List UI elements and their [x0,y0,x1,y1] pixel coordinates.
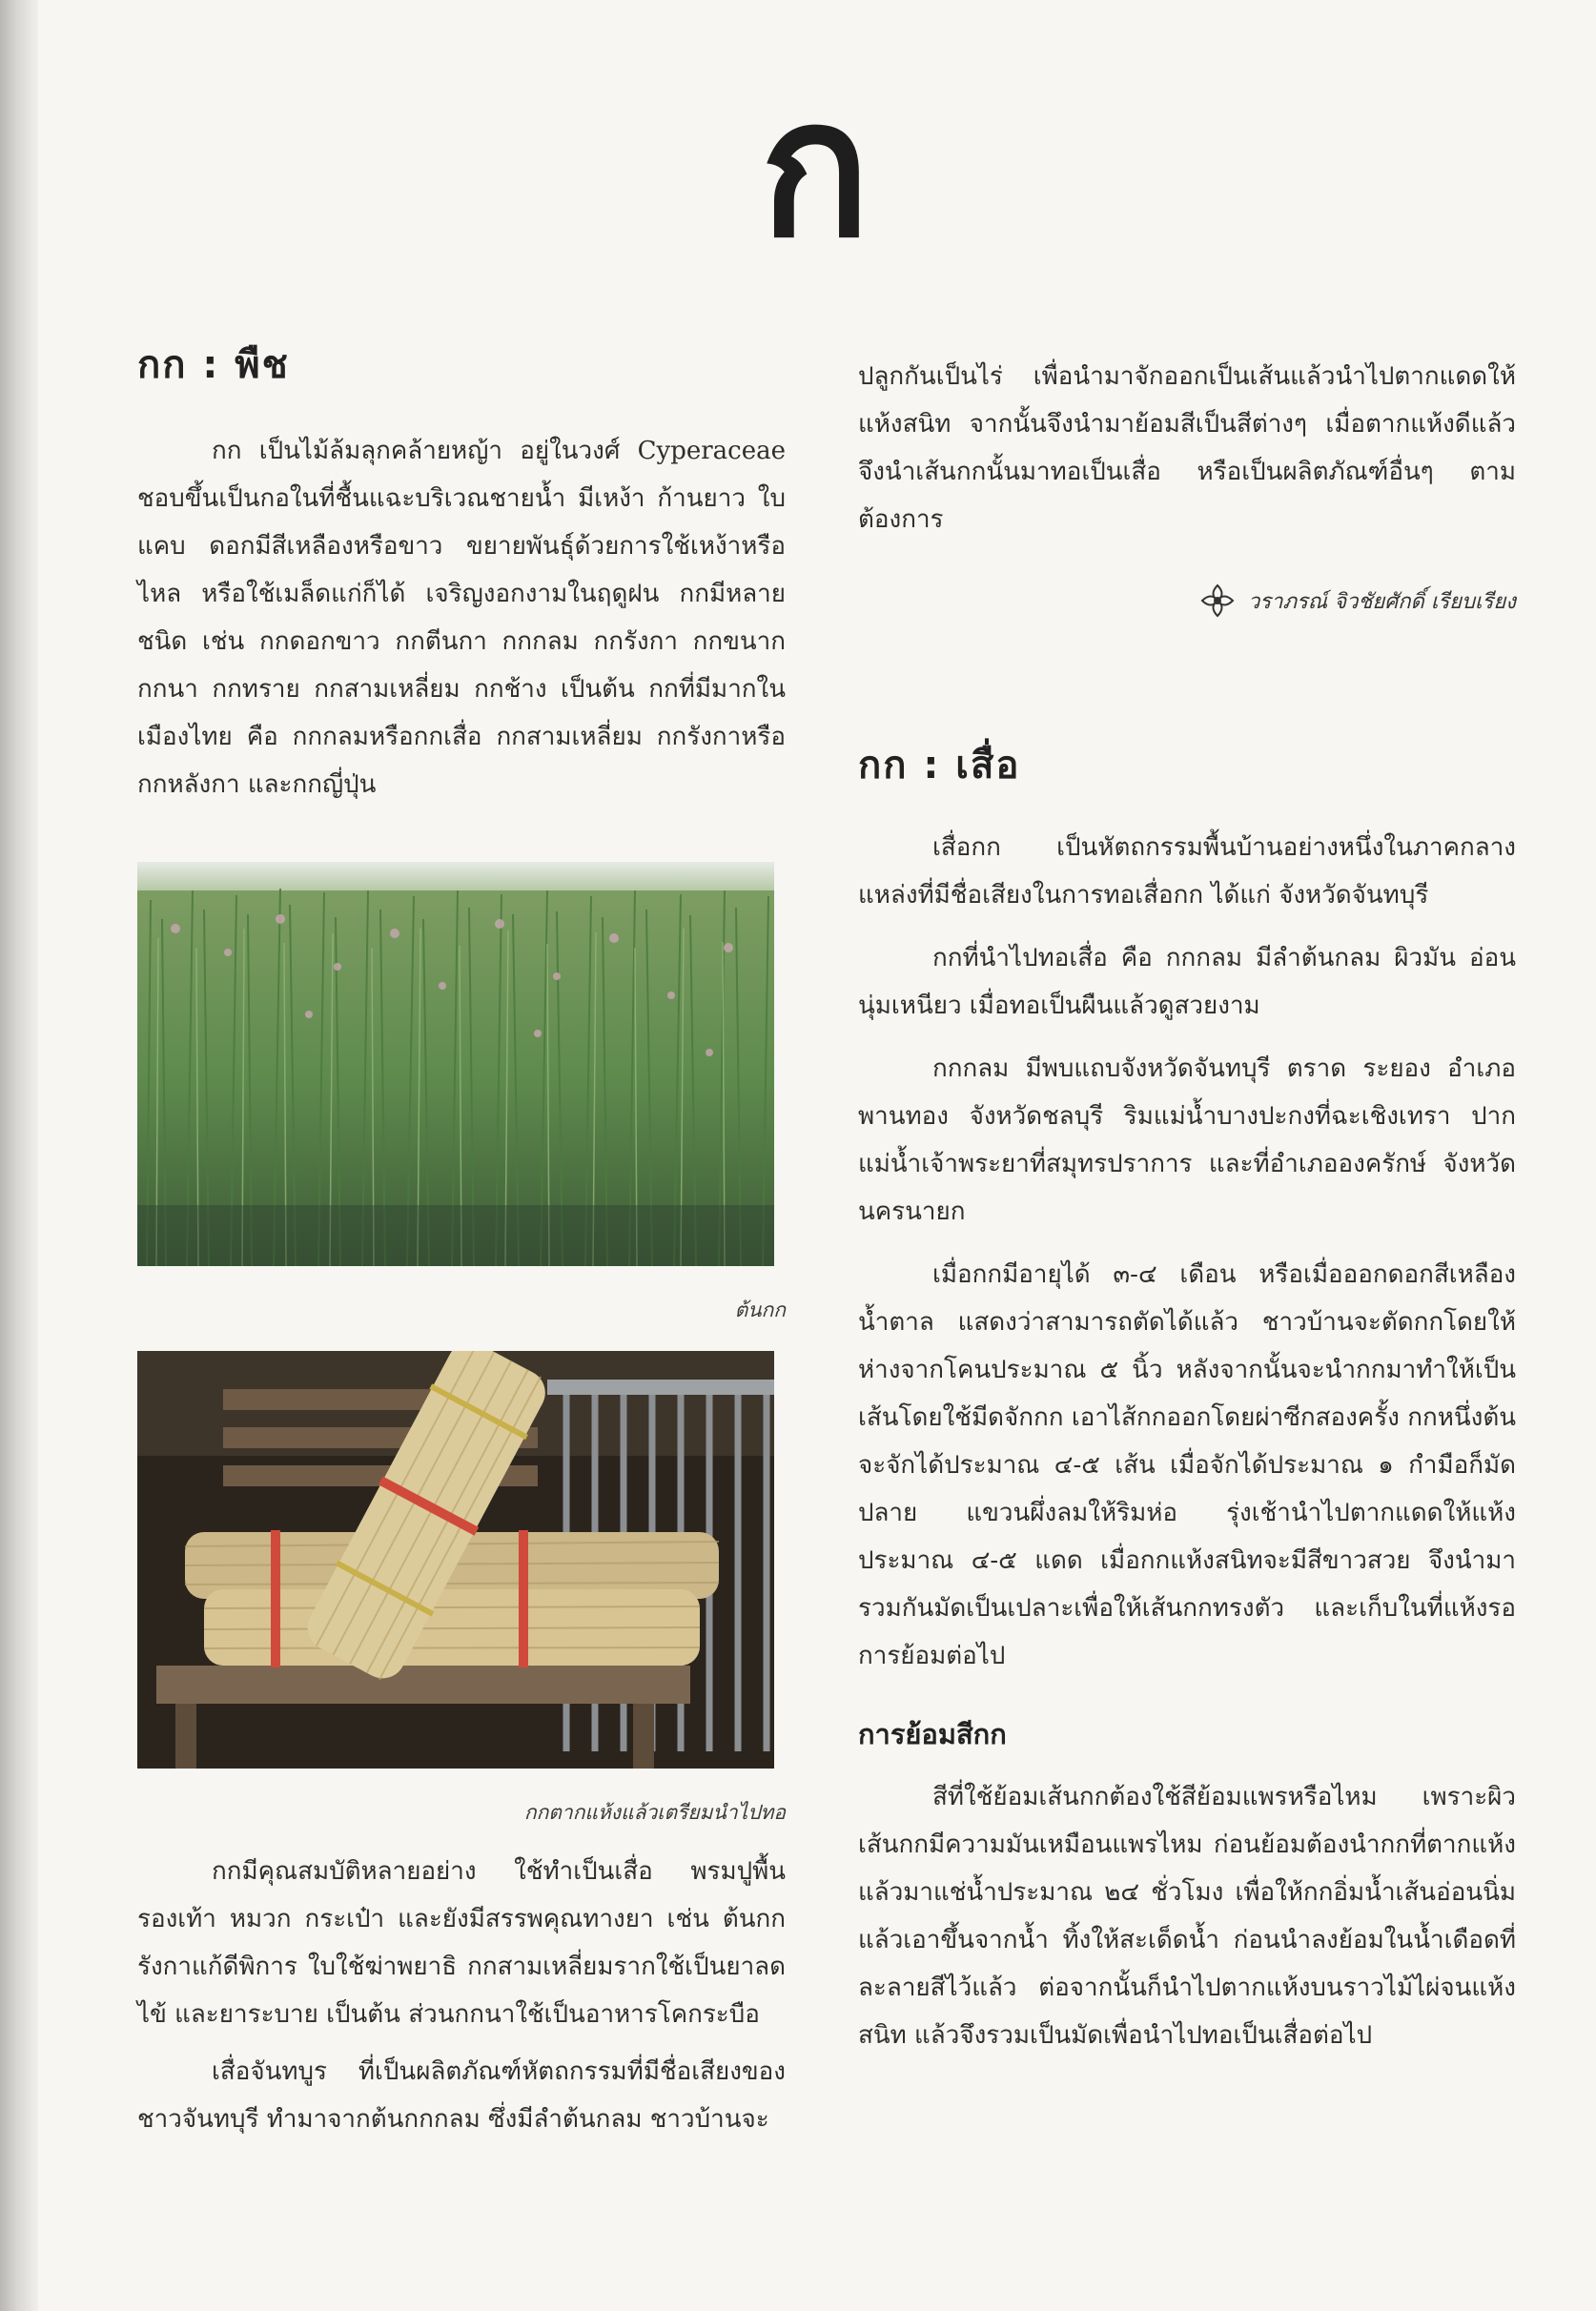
left-column [137,334,786,2143]
author-credit [858,582,1516,620]
sedge-field-photo [137,862,774,1266]
figure-caption-dried-sedge: กกตากแห้งแล้วเตรียมนำไปทอ [523,1801,786,1824]
plant-paragraph: เสื่อจันทบูร ที่เป็นผลิตภัณฑ์หัตถกรรมที่มีชื่อเสียงของชาวจันทบุรี ทำมาจากต้นกกกลม ซึ่งมีลำต้นกลม ชาวบ้านจะ [137,2057,786,2134]
document-page [38,0,1596,2311]
dyeing-paragraph: สีที่ใช้ย้อมเส้นกกต้องใช้สีย้อมแพรหรือไหม เพราะผิวเส้นกกมีความมันเหมือนแพรไหม ก่อนย้อมต้องนำกกที่ตากแห้งแล้วมาแช่น้ำประมาณ ๒๔ ชั่วโมง เพื่อให้กกอิ่มน้ำเส้นอ่อนนิ่มแล้วเอาขึ้นจากน้ำ ทิ้งให้สะเด็ดน้ำ ก่อนนำลงย้อมในน้ำเดือดที่ละลายสีไว้แล้ว ต่อจากนั้นก็นำไปตากแห้งบนราวไม้ไผ่จนแห้งสนิท แล้วจึงรวมเป็นมัดเพื่อนำไปทอเป็นเสื่อต่อไป [858,1783,1516,2050]
right-column [858,353,1516,2059]
section-heading-mat: กก : เสื่อ [858,744,1021,787]
binding-shadow [0,0,38,2311]
mat-paragraph: เมื่อกกมีอายุได้ ๓-๔ เดือน หรือเมื่อออกดอกสีเหลืองน้ำตาล แสดงว่าสามารถตัดได้แล้ว ชาวบ้านจะตัดกกโดยให้ห่างจากโคนประมาณ ๕ นิ้ว หลังจากนั้นจะนำกกมาทำให้เป็นเส้นโดยใช้มีดจักกก เอาไส้กกออกโดยผ่าซีกสองครั้ง กกหนึ่งต้นจะจักได้ประมาณ ๔-๕ เส้น เมื่อจักได้ประมาณ ๑ กำมือก็มัดปลาย แขวนผึ่งลมให้ริมห่อ รุ่งเช้านำไปตากแดดให้แห้งประมาณ ๔-๕ แดด เมื่อกกแห้งสนิทจะมีสีขาวสวย จึงนำมารวมกันมัดเป็นเปลาะเพื่อให้เส้นกกทรงตัว และเก็บในที่แห้งรอการย้อมต่อไป [858,1260,1516,1670]
dried-sedge-bundles-photo [137,1351,774,1769]
plant-continuation-paragraph: ปลูกกันเป็นไร่ เพื่อนำมาจักออกเป็นเส้นแล้วนำไปตากแดดให้แห้งสนิท จากนั้นจึงนำมาย้อมสีเป็นสีต่างๆ เมื่อตากแห้งดีแล้วจึงนำเส้นกกนั้นมาทอเป็นเสื่อ หรือเป็นผลิตภัณฑ์อื่นๆ ตามต้องการ [858,362,1516,534]
credit-text: วราภรณ์ จิวชัยศักดิ์ เรียบเรียง [1247,589,1516,614]
section-heading-plant: กก : พืช [137,343,290,387]
chapter-letter: ก [760,58,870,280]
plant-paragraph: กก เป็นไม้ล้มลุกคล้ายหญ้า อยู่ในวงศ์ Cyperaceae ชอบขึ้นเป็นกอในที่ชื้นแฉะบริเวณชายน้ำ มีเหง้า ก้านยาว ใบแคบ ดอกมีสีเหลืองหรือขาว ขยายพันธุ์ด้วยการใช้เหง้าหรือไหล หรือใช้เมล็ดแก่ก็ได้ เจริญงอกงามในฤดูฝน กกมีหลายชนิด เช่น กกดอกขาว กกตีนกา กกกลม กกรังกา กกขนาก กกนา กกทราย กกสามเหลี่ยม กกช้าง เป็นต้น กกที่มีมากในเมืองไทย คือ กกกลมหรือกกเสื่อ กกสามเหลี่ยม กกรังกาหรือกกหลังกา และกกญี่ปุ่น [137,437,786,799]
flower-ornament-icon [1198,582,1237,620]
dried-sedge-image [137,1351,774,1769]
plant-paragraph: กกมีคุณสมบัติหลายอย่าง ใช้ทำเป็นเสื่อ พรมปูพื้น รองเท้า หมวก กระเป๋า และยังมีสรรพคุณทางยา เช่น ต้นกกรังกาแก้ดีพิการ ใบใช้ฆ่าพยาธิ กกสามเหลี่ยมรากใช้เป็นยาลดไข้ และยาระบาย เป็นต้น ส่วนกกนาใช้เป็นอาหารโคกระบือ [137,1857,786,2029]
figure-caption-sedge-plant: ต้นกก [734,1299,786,1321]
dyeing-subheading: การย้อมสีกก [858,1718,1007,1750]
mat-paragraph: เสื่อกก เป็นหัตถกรรมพื้นบ้านอย่างหนึ่งในภาคกลาง แหล่งที่มีชื่อเสียงในการทอเสื่อกก ได้แก่ จังหวัดจันทบุรี [858,833,1516,910]
mat-paragraph: กกกลม มีพบแถบจังหวัดจันทบุรี ตราด ระยอง อำเภอพานทอง จังหวัดชลบุรี ริมแม่น้ำบางปะกงที่ฉะเชิงเทรา ปากแม่น้ำเจ้าพระยาที่สมุทรปราการ และที่อำเภอองครักษ์ จังหวัดนครนายก [858,1054,1516,1226]
sedge-field-image [137,862,774,1266]
mat-paragraph: กกที่นำไปทอเสื่อ คือ กกกลม มีลำต้นกลม ผิวมัน อ่อนนุ่มเหนียว เมื่อทอเป็นผืนแล้วดูสวยงาม [858,944,1516,1020]
